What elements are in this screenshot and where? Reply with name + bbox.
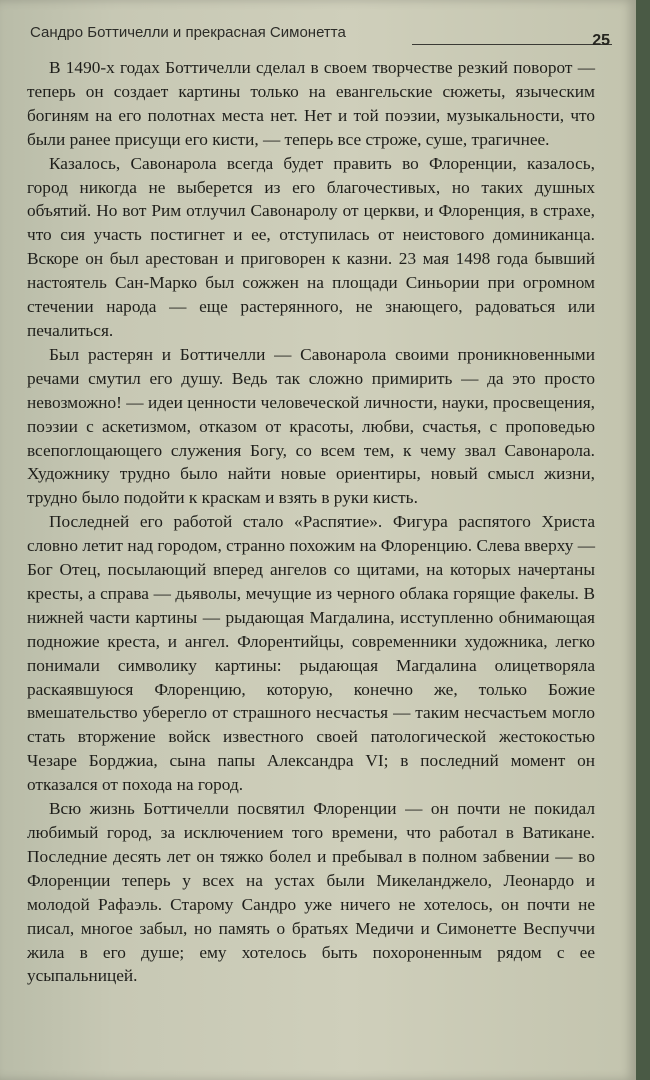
paragraph: Казалось, Савонарола всегда будет править во Флоренции, казалось, город никогда не выберется из его благочестивых, но таких душных объятий. Но вот Рим отлучил Савонаролу от церкви, и Флоренция, в страхе, что сия участь постигнет и ее, отступилась от неистового доминиканца. Вскоре он был арестован и приговорен к казни. 23 мая 1498 года бывший настоятель Сан-Марко был сожжен на площади Синьории при огромном стечении народа — еще растерянного, не знающего, радоваться или печалиться. — [27, 153, 595, 340]
paragraph: В 1490-х годах Боттичелли сделал в своем творчестве резкий поворот — теперь он создает картины только на евангельские сюжеты, языческим богиням на его полотнах места нет. Нет и той поэзии, музыкальности, что были ранее присущи его кисти, — теперь все строже, суше, трагичнее. — [27, 58, 595, 149]
paragraph: Последней его работой стало «Распятие». Фигура распятого Христа словно летит над городом, странно похожим на Флоренцию. Слева вверху — Бог Отец, посылающий вперед ангелов со щитами, на которых начертаны кресты, а справа — дьяволы, мечущие из черного облака горящие факелы. В нижней части картины — рыдающая Магдалина, исступленно обнимающая подножие креста, и ангел. Флорентийцы, современники художника, легко понимали символику картины: рыдающая Магдалина олицетворяла раскаявшуюся Флоренцию, которую, конечно же, только Божие вмешательство уберегло от страшного несчастья — таким несчастьем могло стать вторжение войск известного своей патологической жестокостью Чезаре Борджиа, сына папы Александра VI; в последний момент он отказался от похода на город. — [27, 512, 595, 795]
running-title: Сандро Боттичелли и прекрасная Симонетта — [30, 24, 346, 41]
paragraph: Был растерян и Боттичелли — Савонарола своими проникновенными речами смутил его душу. Ведь так сложно примирить — да это просто невозможно! — идеи ценности человеческой личности, науки, просвещения, поэзии с аскетизмом, отказом от красоты, любви, счастья, с проповедью всепоглощающего служения Богу, со всем тем, к чему звал Савонарола. Художнику трудно было найти новые ориентиры, новый смысл жизни, трудно было подойти к краскам и взять в руки кисть. — [27, 344, 595, 508]
paragraph: Всю жизнь Боттичелли посвятил Флоренции — он почти не покидал любимый город, за исключением того времени, что работал в Ватикане. Последние десять лет он тяжко болел и пребывал в полном забвении — во Флоренции теперь у всех на устах были Микеланджело, Леонардо и молодой Рафаэль. Старому Сандро уже ничего не хотелось, он почти не писал, многое забыл, но память о братьях Медичи и Симонетте Веспуччи жила в его душе; ему хотелось быть похороненным рядом с ее усыпальницей. — [27, 799, 595, 986]
body-text — [27, 56, 595, 988]
header-rule — [412, 44, 612, 45]
page-number: 25 — [592, 32, 610, 49]
running-header — [30, 18, 610, 48]
